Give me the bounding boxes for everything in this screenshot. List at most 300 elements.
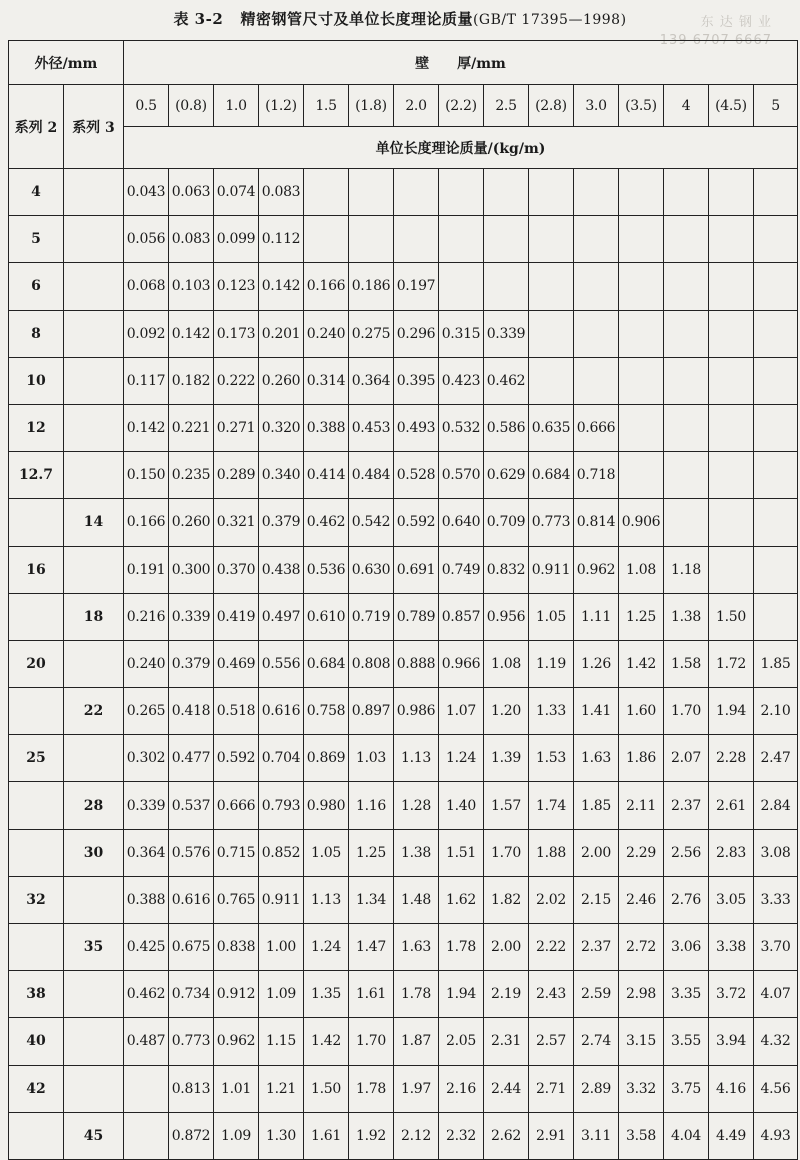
mass-value-cell: 1.24 [304, 924, 349, 971]
thickness-header-cell: 2.0 [394, 85, 439, 127]
mass-value-cell [124, 1112, 169, 1159]
mass-value-cell: 4.16 [709, 1065, 754, 1112]
table-row [9, 357, 798, 404]
mass-value-cell: 0.911 [529, 546, 574, 593]
table-row [9, 1018, 798, 1065]
mass-value-cell: 0.221 [169, 404, 214, 451]
mass-value-cell: 1.94 [439, 971, 484, 1018]
mass-value-cell: 1.62 [439, 876, 484, 923]
mass-value-cell [664, 452, 709, 499]
mass-value-cell: 0.911 [259, 876, 304, 923]
mass-value-cell [529, 216, 574, 263]
series-3-diameter-cell: 45 [64, 1112, 124, 1159]
mass-value-cell: 1.86 [619, 735, 664, 782]
mass-value-cell: 2.22 [529, 924, 574, 971]
mass-value-cell: 2.37 [574, 924, 619, 971]
mass-value-cell [664, 499, 709, 546]
mass-value-cell [664, 216, 709, 263]
mass-value-cell: 1.19 [529, 640, 574, 687]
mass-value-cell: 4.93 [754, 1112, 798, 1159]
mass-value-cell: 0.675 [169, 924, 214, 971]
mass-value-cell: 2.31 [484, 1018, 529, 1065]
thickness-header-cell: 0.5 [124, 85, 169, 127]
mass-value-cell: 0.388 [124, 876, 169, 923]
mass-value-cell [709, 263, 754, 310]
series-3-diameter-cell: 35 [64, 924, 124, 971]
mass-value-cell: 1.30 [259, 1112, 304, 1159]
series-2-diameter-cell: 8 [9, 310, 64, 357]
mass-value-cell: 0.616 [259, 688, 304, 735]
thickness-header-cell: 2.5 [484, 85, 529, 127]
thickness-header-cell: (2.2) [439, 85, 484, 127]
series-2-diameter-cell: 20 [9, 640, 64, 687]
mass-value-cell: 1.08 [619, 546, 664, 593]
series-3-diameter-cell: 14 [64, 499, 124, 546]
mass-value-cell: 2.28 [709, 735, 754, 782]
mass-value-cell: 0.704 [259, 735, 304, 782]
series-2-diameter-cell [9, 924, 64, 971]
mass-value-cell: 3.05 [709, 876, 754, 923]
mass-value-cell [304, 216, 349, 263]
header-series-2: 系列 2 [9, 85, 64, 169]
mass-value-cell: 0.142 [124, 404, 169, 451]
mass-value-cell: 0.083 [169, 216, 214, 263]
mass-value-cell: 0.537 [169, 782, 214, 829]
mass-value-cell [664, 169, 709, 216]
mass-value-cell: 1.72 [709, 640, 754, 687]
mass-value-cell: 0.715 [214, 829, 259, 876]
mass-value-cell [619, 169, 664, 216]
mass-value-cell: 0.117 [124, 357, 169, 404]
mass-value-cell [754, 546, 798, 593]
mass-value-cell: 4.32 [754, 1018, 798, 1065]
mass-value-cell: 0.610 [304, 593, 349, 640]
mass-value-cell: 3.94 [709, 1018, 754, 1065]
mass-value-cell: 0.635 [529, 404, 574, 451]
mass-value-cell: 1.26 [574, 640, 619, 687]
table-row [9, 971, 798, 1018]
mass-value-cell: 0.691 [394, 546, 439, 593]
mass-value-cell: 1.33 [529, 688, 574, 735]
mass-value-cell: 2.00 [484, 924, 529, 971]
mass-value-cell: 1.63 [574, 735, 619, 782]
mass-value-cell: 2.91 [529, 1112, 574, 1159]
mass-value-cell [754, 310, 798, 357]
mass-value-cell [484, 169, 529, 216]
table-row [9, 216, 798, 263]
mass-value-cell: 0.640 [439, 499, 484, 546]
mass-value-cell: 0.718 [574, 452, 619, 499]
mass-value-cell: 0.666 [214, 782, 259, 829]
mass-value-cell: 3.55 [664, 1018, 709, 1065]
table-row [9, 829, 798, 876]
mass-value-cell [619, 263, 664, 310]
watermark-phone: 139 6707 6667 [659, 33, 772, 48]
mass-value-cell: 0.296 [394, 310, 439, 357]
mass-value-cell: 0.166 [124, 499, 169, 546]
mass-value-cell: 0.556 [259, 640, 304, 687]
mass-value-cell: 0.532 [439, 404, 484, 451]
mass-value-cell [709, 546, 754, 593]
mass-value-cell: 2.47 [754, 735, 798, 782]
mass-value-cell: 0.629 [484, 452, 529, 499]
mass-value-cell: 0.765 [214, 876, 259, 923]
mass-value-cell: 0.320 [259, 404, 304, 451]
table-row [9, 782, 798, 829]
mass-value-cell [529, 263, 574, 310]
mass-value-cell [709, 216, 754, 263]
mass-value-cell: 3.11 [574, 1112, 619, 1159]
mass-value-cell: 0.414 [304, 452, 349, 499]
mass-value-cell: 1.13 [394, 735, 439, 782]
mass-value-cell: 1.50 [709, 593, 754, 640]
mass-value-cell: 0.197 [394, 263, 439, 310]
mass-value-cell: 3.06 [664, 924, 709, 971]
mass-value-cell: 0.684 [304, 640, 349, 687]
mass-value-cell: 2.32 [439, 1112, 484, 1159]
table-row [9, 499, 798, 546]
mass-value-cell: 0.630 [349, 546, 394, 593]
mass-value-cell [709, 404, 754, 451]
mass-value-cell: 0.719 [349, 593, 394, 640]
mass-value-cell: 2.76 [664, 876, 709, 923]
mass-value-cell: 0.793 [259, 782, 304, 829]
mass-value-cell: 0.962 [574, 546, 619, 593]
mass-value-cell: 0.186 [349, 263, 394, 310]
table-row [9, 404, 798, 451]
mass-value-cell: 2.43 [529, 971, 574, 1018]
mass-value-cell: 0.666 [574, 404, 619, 451]
mass-value-cell [349, 216, 394, 263]
series-3-diameter-cell [64, 452, 124, 499]
mass-value-cell: 2.11 [619, 782, 664, 829]
series-2-diameter-cell [9, 782, 64, 829]
mass-value-cell: 1.24 [439, 735, 484, 782]
mass-value-cell: 2.19 [484, 971, 529, 1018]
mass-value-cell: 2.72 [619, 924, 664, 971]
mass-value-cell [619, 216, 664, 263]
mass-value-cell: 0.068 [124, 263, 169, 310]
mass-value-cell [439, 263, 484, 310]
mass-value-cell [619, 357, 664, 404]
mass-value-cell: 0.275 [349, 310, 394, 357]
mass-value-cell: 1.09 [214, 1112, 259, 1159]
mass-value-cell [664, 263, 709, 310]
table-row [9, 310, 798, 357]
mass-value-cell: 0.462 [484, 357, 529, 404]
mass-value-cell: 0.265 [124, 688, 169, 735]
mass-value-cell: 3.15 [619, 1018, 664, 1065]
mass-value-cell: 1.40 [439, 782, 484, 829]
mass-value-cell: 0.888 [394, 640, 439, 687]
mass-value-cell: 0.869 [304, 735, 349, 782]
mass-value-cell [619, 310, 664, 357]
mass-value-cell: 0.814 [574, 499, 619, 546]
table-row [9, 735, 798, 782]
header-wall-thickness: 壁 厚/mm [124, 41, 798, 85]
mass-value-cell [754, 169, 798, 216]
mass-value-cell: 1.48 [394, 876, 439, 923]
series-2-diameter-cell: 4 [9, 169, 64, 216]
mass-value-cell [484, 216, 529, 263]
series-3-diameter-cell: 18 [64, 593, 124, 640]
mass-value-cell: 2.98 [619, 971, 664, 1018]
mass-value-cell: 0.980 [304, 782, 349, 829]
mass-value-cell: 2.89 [574, 1065, 619, 1112]
table-row [9, 452, 798, 499]
table-row [9, 593, 798, 640]
mass-value-cell: 3.08 [754, 829, 798, 876]
mass-value-cell: 2.84 [754, 782, 798, 829]
mass-value-cell: 1.78 [394, 971, 439, 1018]
mass-value-cell: 1.70 [484, 829, 529, 876]
mass-value-cell [394, 169, 439, 216]
mass-value-cell: 2.46 [619, 876, 664, 923]
mass-value-cell: 0.260 [259, 357, 304, 404]
mass-value-cell: 0.379 [259, 499, 304, 546]
mass-value-cell: 3.32 [619, 1065, 664, 1112]
mass-value-cell: 2.16 [439, 1065, 484, 1112]
mass-value-cell: 0.838 [214, 924, 259, 971]
mass-value-cell [124, 1065, 169, 1112]
mass-value-cell: 1.38 [394, 829, 439, 876]
table-row [9, 1112, 798, 1159]
mass-value-cell: 1.57 [484, 782, 529, 829]
mass-value-cell: 0.370 [214, 546, 259, 593]
mass-value-cell: 1.97 [394, 1065, 439, 1112]
mass-value-cell: 0.123 [214, 263, 259, 310]
mass-value-cell: 1.78 [439, 924, 484, 971]
mass-value-cell: 2.56 [664, 829, 709, 876]
mass-value-cell [754, 216, 798, 263]
mass-value-cell: 0.962 [214, 1018, 259, 1065]
mass-value-cell [754, 499, 798, 546]
thickness-header-cell: (4.5) [709, 85, 754, 127]
mass-value-cell: 1.42 [619, 640, 664, 687]
mass-value-cell: 1.61 [349, 971, 394, 1018]
mass-value-cell: 1.58 [664, 640, 709, 687]
mass-value-cell: 0.063 [169, 169, 214, 216]
mass-value-cell [709, 169, 754, 216]
thickness-header-cell: 1.5 [304, 85, 349, 127]
series-2-diameter-cell [9, 829, 64, 876]
mass-value-cell: 1.20 [484, 688, 529, 735]
mass-value-cell: 0.074 [214, 169, 259, 216]
mass-value-cell: 0.758 [304, 688, 349, 735]
mass-value-cell: 1.88 [529, 829, 574, 876]
mass-value-cell: 2.74 [574, 1018, 619, 1065]
mass-value-cell: 1.63 [394, 924, 439, 971]
header-unit-mass: 单位长度理论质量/(kg/m) [124, 127, 798, 169]
mass-value-cell: 1.07 [439, 688, 484, 735]
mass-value-cell: 0.364 [124, 829, 169, 876]
mass-value-cell: 0.684 [529, 452, 574, 499]
table-number: 表 3-2 [173, 10, 224, 28]
series-3-diameter-cell [64, 876, 124, 923]
mass-value-cell: 2.00 [574, 829, 619, 876]
mass-value-cell: 2.12 [394, 1112, 439, 1159]
mass-value-cell: 1.11 [574, 593, 619, 640]
table-row [9, 169, 798, 216]
mass-value-cell [619, 404, 664, 451]
mass-value-cell: 0.813 [169, 1065, 214, 1112]
mass-value-cell: 0.315 [439, 310, 484, 357]
mass-value-cell: 0.542 [349, 499, 394, 546]
mass-value-cell: 0.438 [259, 546, 304, 593]
mass-value-cell: 0.709 [484, 499, 529, 546]
mass-value-cell: 0.418 [169, 688, 214, 735]
series-3-diameter-cell: 22 [64, 688, 124, 735]
mass-value-cell: 0.395 [394, 357, 439, 404]
mass-value-cell: 0.773 [529, 499, 574, 546]
mass-value-cell: 0.832 [484, 546, 529, 593]
mass-value-cell: 0.477 [169, 735, 214, 782]
mass-value-cell [439, 169, 484, 216]
series-3-diameter-cell [64, 310, 124, 357]
mass-value-cell: 0.379 [169, 640, 214, 687]
mass-value-cell: 1.05 [529, 593, 574, 640]
mass-value-cell: 2.62 [484, 1112, 529, 1159]
mass-value-cell: 1.21 [259, 1065, 304, 1112]
mass-value-cell: 1.42 [304, 1018, 349, 1065]
table-row [9, 924, 798, 971]
mass-value-cell: 0.289 [214, 452, 259, 499]
series-3-diameter-cell [64, 546, 124, 593]
mass-value-cell: 1.00 [259, 924, 304, 971]
mass-value-cell: 0.302 [124, 735, 169, 782]
mass-value-cell: 0.493 [394, 404, 439, 451]
mass-value-cell: 3.72 [709, 971, 754, 1018]
mass-value-cell: 0.339 [484, 310, 529, 357]
mass-value-cell: 0.497 [259, 593, 304, 640]
thickness-header-cell: (1.8) [349, 85, 394, 127]
table-title-text: 精密钢管尺寸及单位长度理论质量 [240, 10, 473, 28]
mass-value-cell: 0.616 [169, 876, 214, 923]
series-3-diameter-cell [64, 735, 124, 782]
mass-value-cell: 0.906 [619, 499, 664, 546]
mass-value-cell: 1.82 [484, 876, 529, 923]
mass-value-cell: 0.388 [304, 404, 349, 451]
mass-value-cell: 0.150 [124, 452, 169, 499]
mass-value-cell: 4.56 [754, 1065, 798, 1112]
thickness-header-cell: 5 [754, 85, 798, 127]
mass-value-cell: 0.423 [439, 357, 484, 404]
mass-value-cell: 0.570 [439, 452, 484, 499]
mass-value-cell: 0.852 [259, 829, 304, 876]
mass-value-cell [574, 357, 619, 404]
mass-value-cell: 0.576 [169, 829, 214, 876]
mass-value-cell: 0.142 [259, 263, 304, 310]
mass-value-cell: 2.59 [574, 971, 619, 1018]
mass-value-cell: 0.083 [259, 169, 304, 216]
mass-value-cell: 1.25 [619, 593, 664, 640]
mass-value-cell: 0.789 [394, 593, 439, 640]
mass-value-cell [529, 310, 574, 357]
mass-value-cell: 0.112 [259, 216, 304, 263]
mass-value-cell: 1.61 [304, 1112, 349, 1159]
mass-value-cell: 0.469 [214, 640, 259, 687]
mass-value-cell: 0.425 [124, 924, 169, 971]
series-2-diameter-cell: 42 [9, 1065, 64, 1112]
mass-value-cell: 0.528 [394, 452, 439, 499]
mass-value-cell: 1.03 [349, 735, 394, 782]
mass-value-cell: 2.71 [529, 1065, 574, 1112]
mass-value-cell: 1.87 [394, 1018, 439, 1065]
mass-value-cell: 0.173 [214, 310, 259, 357]
mass-value-cell: 0.419 [214, 593, 259, 640]
series-3-diameter-cell [64, 216, 124, 263]
mass-value-cell: 1.28 [394, 782, 439, 829]
mass-value-cell: 1.34 [349, 876, 394, 923]
thickness-header-cell: (1.2) [259, 85, 304, 127]
series-2-diameter-cell [9, 688, 64, 735]
mass-value-cell: 1.41 [574, 688, 619, 735]
mass-value-cell [754, 404, 798, 451]
mass-value-cell: 0.260 [169, 499, 214, 546]
mass-value-cell: 3.33 [754, 876, 798, 923]
mass-value-cell: 0.201 [259, 310, 304, 357]
mass-value-cell: 2.29 [619, 829, 664, 876]
mass-value-cell: 1.38 [664, 593, 709, 640]
mass-value-cell [529, 169, 574, 216]
mass-value-cell [304, 169, 349, 216]
thickness-header-cell: 4 [664, 85, 709, 127]
mass-value-cell: 2.15 [574, 876, 619, 923]
mass-value-cell: 0.734 [169, 971, 214, 1018]
series-2-diameter-cell: 16 [9, 546, 64, 593]
table-row [9, 640, 798, 687]
mass-value-cell [754, 452, 798, 499]
mass-value-cell: 2.83 [709, 829, 754, 876]
mass-value-cell: 1.15 [259, 1018, 304, 1065]
mass-value-cell [754, 593, 798, 640]
mass-value-cell: 1.13 [304, 876, 349, 923]
table-row [9, 688, 798, 735]
mass-value-cell [529, 357, 574, 404]
mass-value-cell: 0.099 [214, 216, 259, 263]
mass-value-cell: 1.51 [439, 829, 484, 876]
mass-value-cell: 1.94 [709, 688, 754, 735]
mass-value-cell [754, 357, 798, 404]
mass-value-cell: 0.092 [124, 310, 169, 357]
mass-value-cell: 2.05 [439, 1018, 484, 1065]
mass-value-cell: 3.38 [709, 924, 754, 971]
mass-value-cell: 0.271 [214, 404, 259, 451]
mass-value-cell: 1.70 [349, 1018, 394, 1065]
mass-value-cell [574, 310, 619, 357]
mass-value-cell: 0.339 [124, 782, 169, 829]
series-3-diameter-cell [64, 404, 124, 451]
mass-value-cell: 1.85 [574, 782, 619, 829]
thickness-header-cell: (2.8) [529, 85, 574, 127]
steel-tube-table [8, 40, 798, 1160]
mass-value-cell: 0.166 [304, 263, 349, 310]
mass-value-cell [574, 216, 619, 263]
mass-value-cell [709, 310, 754, 357]
mass-value-cell: 0.321 [214, 499, 259, 546]
mass-value-cell: 0.364 [349, 357, 394, 404]
series-3-diameter-cell: 28 [64, 782, 124, 829]
series-2-diameter-cell [9, 1112, 64, 1159]
mass-value-cell: 3.70 [754, 924, 798, 971]
mass-value-cell: 2.07 [664, 735, 709, 782]
mass-value-cell: 0.484 [349, 452, 394, 499]
mass-value-cell: 0.966 [439, 640, 484, 687]
mass-value-cell [394, 216, 439, 263]
series-2-diameter-cell [9, 499, 64, 546]
mass-value-cell: 0.773 [169, 1018, 214, 1065]
series-2-diameter-cell: 40 [9, 1018, 64, 1065]
